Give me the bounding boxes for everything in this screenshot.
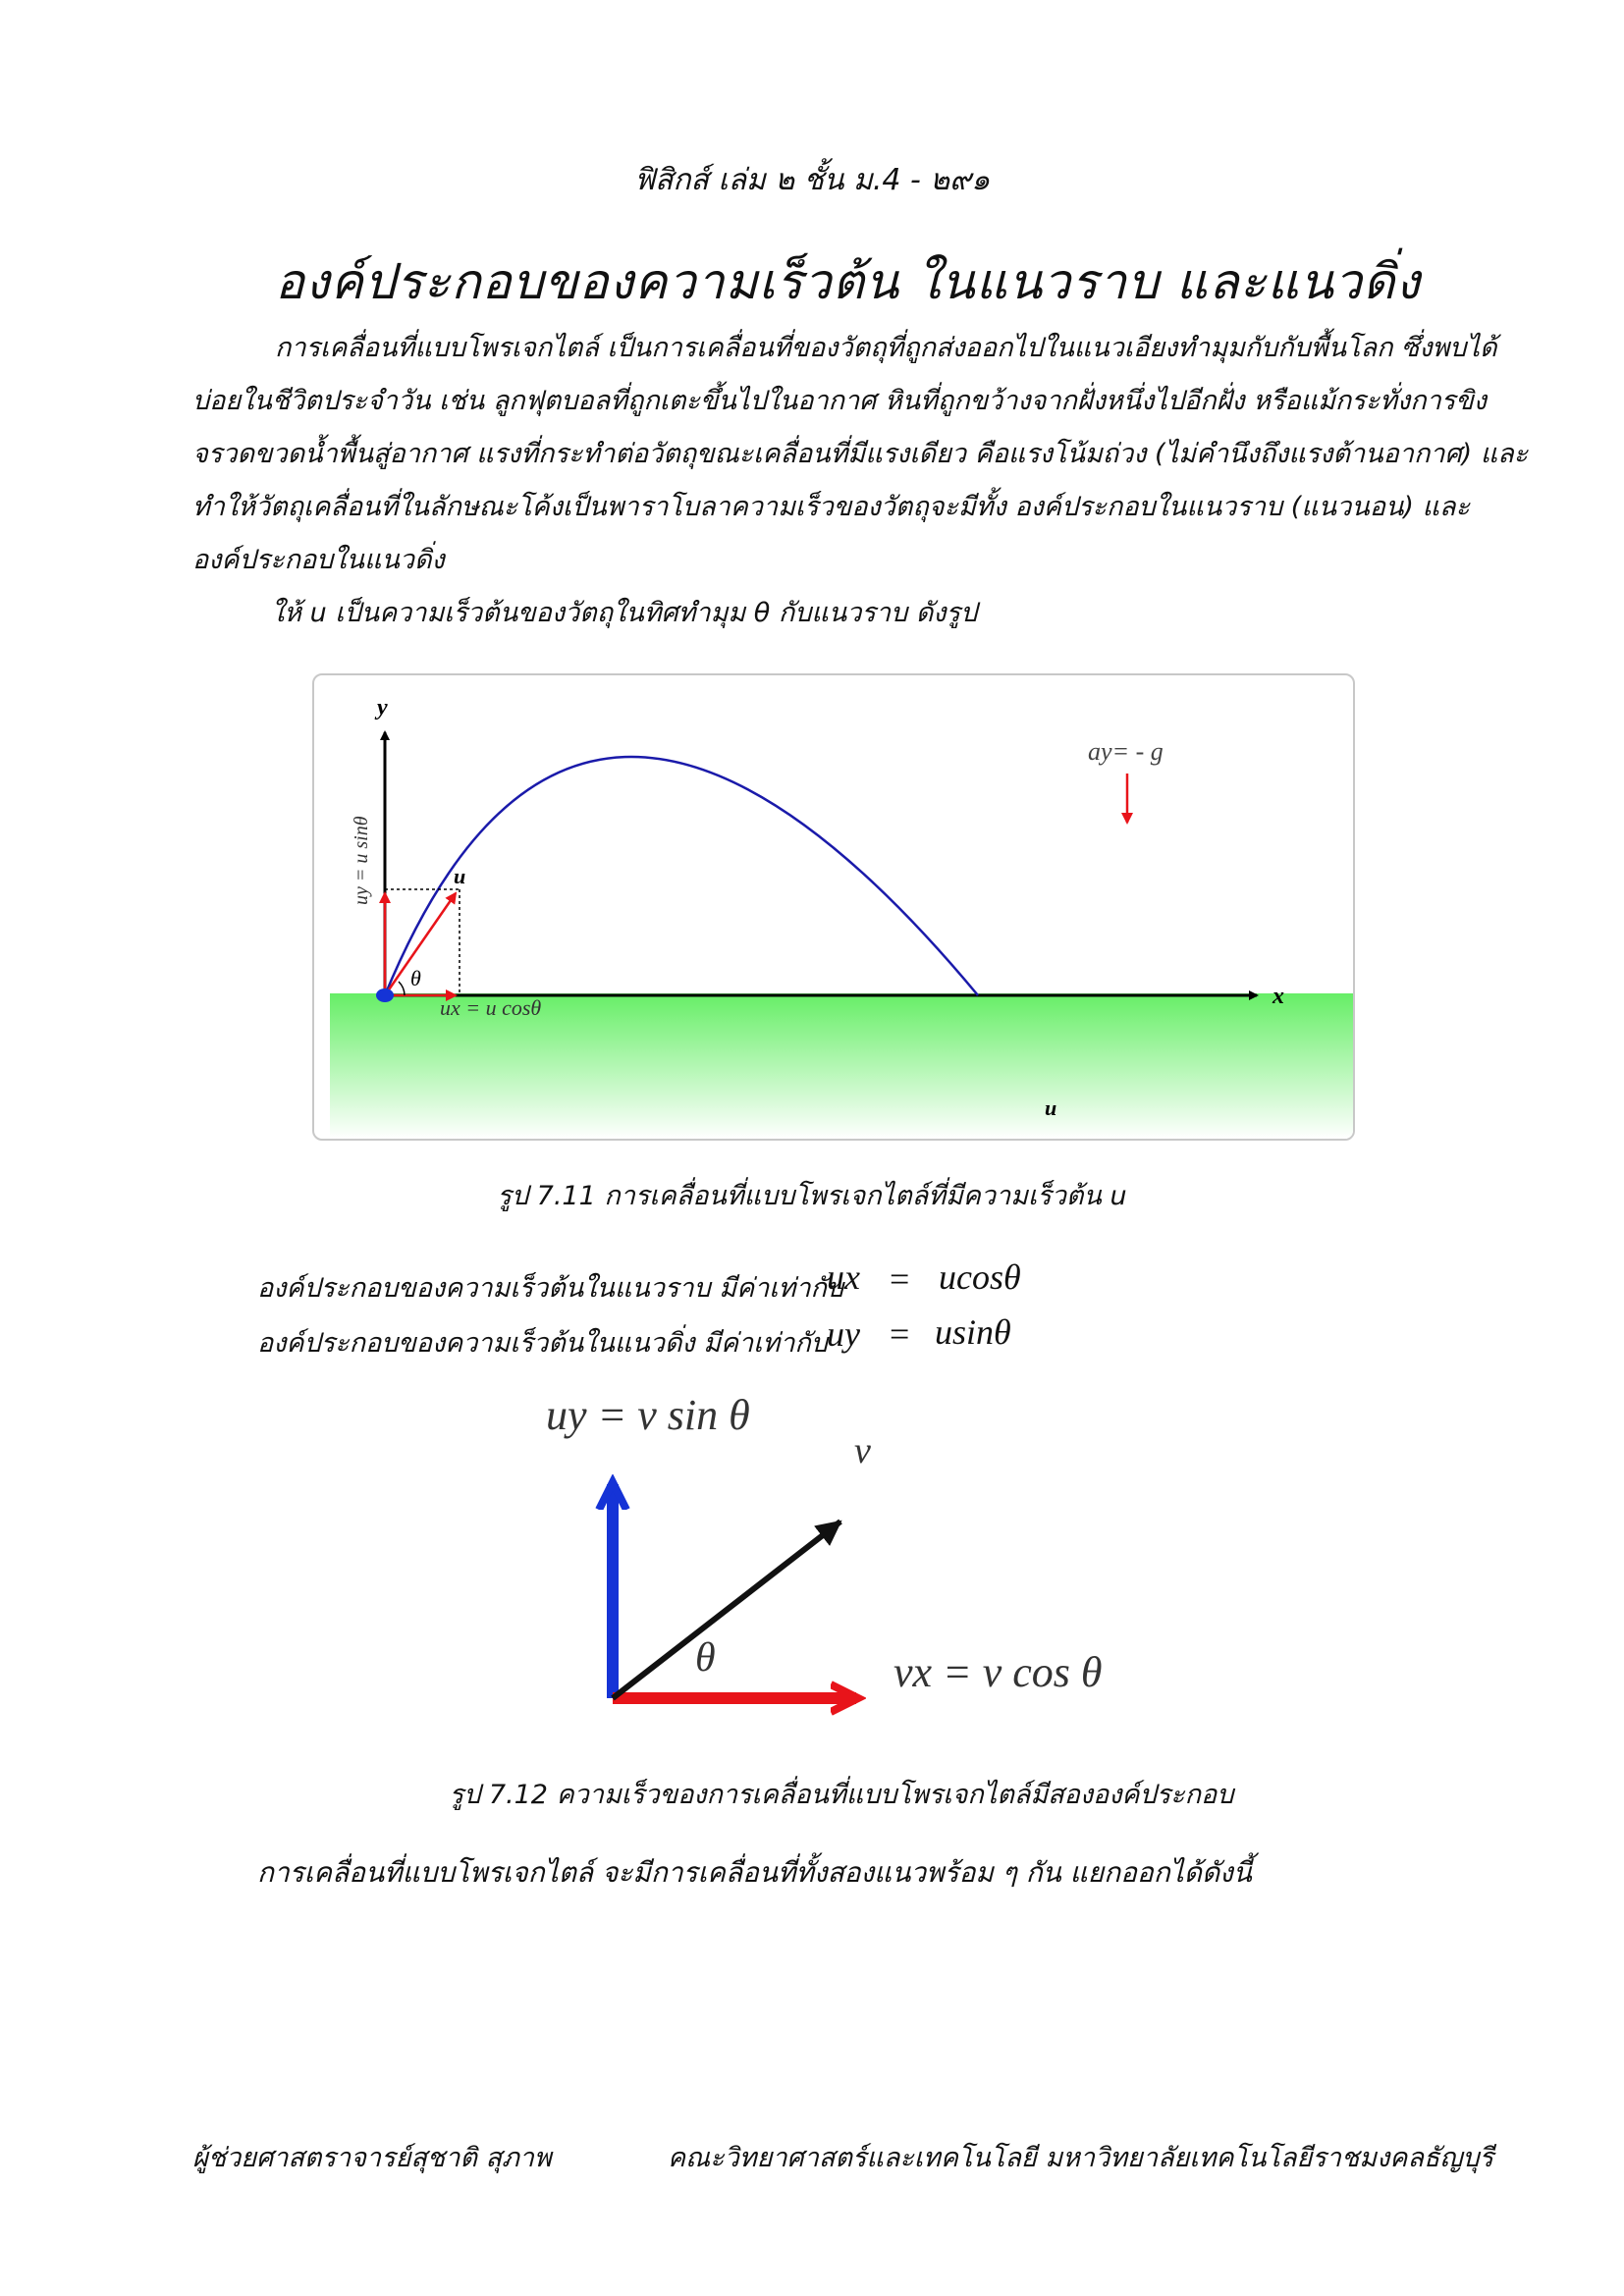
component-x-symbol: ux: [827, 1257, 860, 1297]
figure1-caption: รูป 7.11 การเคลื่อนที่แบบโพรเจกไตล์ที่มีความเร็วต้น u: [497, 1181, 1127, 1211]
vx-label: vx = v cos θ: [893, 1648, 1103, 1696]
component-x-value: ucosθ: [939, 1257, 1021, 1297]
given-statement: ให้ u เป็นความเร็วต้นของวัตถุในทิศทำมุม θ กับแนวราบ ดังรูป: [271, 598, 978, 628]
theta-arc: [399, 982, 405, 995]
footer-institution: คณะวิทยาศาสตร์และเทคโนโลยี มหาวิทยาลัยเทคโนโลยีราชมงคลธัญบุรี: [668, 2143, 1493, 2173]
component-y-symbol: uy: [827, 1314, 860, 1354]
paragraph-line: การเคลื่อนที่แบบโพรเจกไตล์ เป็นการเคลื่อนที่ของวัตถุที่ถูกส่งออกไปในแนวเอียงทำมุมกับกับพื้นโลก ซึ่งพบได้: [275, 333, 1497, 363]
paragraph-line: องค์ประกอบในแนวดิ่ง: [192, 545, 445, 575]
bottom-u-label: u: [1045, 1095, 1057, 1120]
projectile-ball: [376, 988, 394, 1002]
y-axis-label: y: [377, 695, 388, 721]
v-label: v: [854, 1430, 871, 1471]
x-axis-label: x: [1272, 984, 1284, 1009]
component-y-row: [257, 1321, 828, 1363]
paragraph-line: จรวดขวดน้ำพื้นสู่อากาศ แรงที่กระทำต่อวัตถุขณะเคลื่อนที่มีแรงเดียว คือแรงโน้มถ่วง (ไม่คำนึงถึงแรงต้านอากาศ) และ: [192, 439, 1529, 469]
component-y-equals: =: [890, 1314, 910, 1354]
uy-label: uy = v sin θ: [546, 1391, 750, 1439]
velocity-components-diagram: [530, 1374, 1159, 1747]
ux-label: ux = u cosθ: [440, 995, 542, 1020]
uy-label: uy = u sinθ: [351, 816, 372, 905]
v-arrow: [613, 1522, 840, 1698]
page-header: ฟิสิกส์ เล่ม ๒ ชั้น ม.4 - ๒๙๑: [633, 163, 991, 197]
closing-statement: การเคลื่อนที่แบบโพรเจกไตล์ จะมีการเคลื่อนที่ทั้งสองแนวพร้อม ๆ กัน แยกออกได้ดังนี้: [257, 1856, 1252, 1889]
paragraph-line: บ่อยในชีวิตประจำวัน เช่น ลูกฟุตบอลที่ถูกเตะขึ้นไปในอากาศ หินที่ถูกขว้างจากฝั่งหนึ่งไปอีกฝั่ง หรือแม้กระทั่งการขิง: [192, 386, 1487, 416]
footer-author: ผู้ช่วยศาสตราจารย์สุชาติ สุภาพ: [192, 2143, 552, 2173]
theta-label: θ: [410, 966, 421, 990]
accel-label: ay= - g: [1088, 737, 1164, 766]
component-x-text: องค์ประกอบของความเร็วต้นในแนวราบ มีค่าเท่ากับ: [257, 1273, 843, 1304]
component-x-equals: =: [890, 1259, 910, 1299]
section-title: องค์ประกอบของความเร็วต้น ในแนวราบ และแนวดิ่ง: [275, 253, 1421, 310]
projectile-diagram: [314, 675, 1353, 1139]
figure2-caption: รูป 7.12 ความเร็วของการเคลื่อนที่แบบโพรเจกไตล์มีสององค์ประกอบ: [449, 1780, 1234, 1810]
theta-label: θ: [695, 1635, 716, 1681]
trajectory-curve: [385, 757, 978, 995]
paragraph-line: ทำให้วัตถุเคลื่อนที่ในลักษณะโค้งเป็นพาราโบลาความเร็วของวัตถุจะมีทั้ง องค์ประกอบในแนวราบ (แนวนอน) และ: [192, 492, 1470, 522]
component-x-row: [257, 1266, 843, 1308]
component-y-text: องค์ประกอบของความเร็วต้นในแนวดิ่ง มีค่าเท่ากับ: [257, 1328, 828, 1359]
component-y-value: usinθ: [935, 1312, 1011, 1352]
u-label: u: [454, 864, 466, 888]
projectile-figure: [312, 673, 1355, 1141]
intro-paragraph: [192, 322, 1529, 587]
